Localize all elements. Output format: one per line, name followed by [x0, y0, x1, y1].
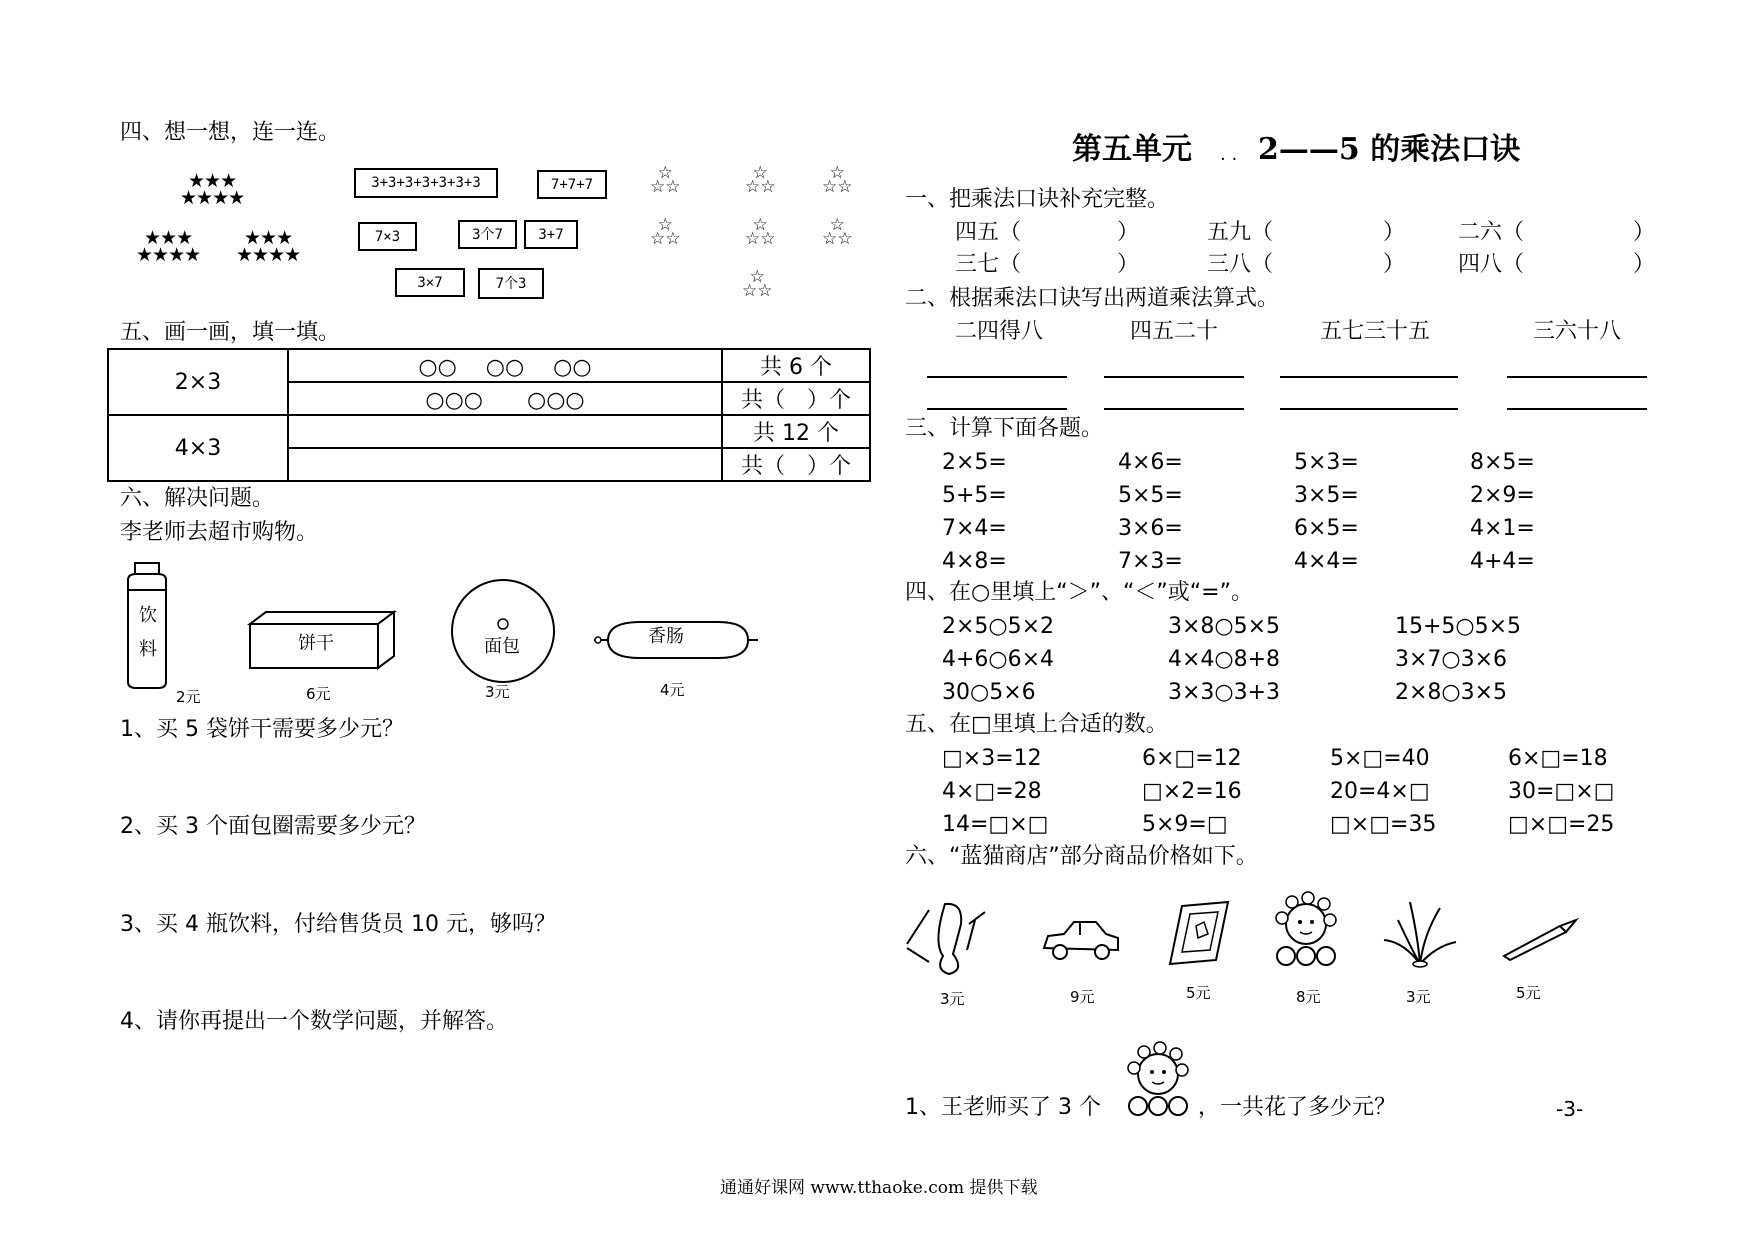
q4-item: 3×3○3+3: [1168, 680, 1281, 705]
section-6-intro: 李老师去超市购物。: [120, 520, 319, 545]
q3-item: 5×5=: [1118, 483, 1183, 508]
item-price-4: 8元: [1296, 988, 1321, 1006]
q3-item: 7×3=: [1118, 549, 1183, 574]
q1-item-5: 三八（: [1207, 252, 1274, 277]
q1-item-6-close[interactable]: ）: [1633, 252, 1656, 277]
question-2: 2、买 3 个面包圈需要多少元？: [120, 814, 426, 839]
q1-item-4-close[interactable]: ）: [1117, 252, 1140, 277]
q1-item-5-close[interactable]: ）: [1383, 252, 1406, 277]
row-2-draw-b[interactable]: [288, 448, 722, 481]
section-5-heading: 五、画一画，填一填。: [120, 320, 341, 345]
q3-item: 4×6=: [1118, 450, 1183, 475]
answer-line[interactable]: [1104, 376, 1244, 378]
star-group-1: ★★★ ★★★★: [180, 170, 245, 209]
plant-icon: [1380, 898, 1460, 968]
page-number: -3-: [1556, 1097, 1584, 1121]
answer-line[interactable]: [1280, 376, 1458, 378]
expr-box-4[interactable]: 3个7: [458, 220, 517, 249]
q3-item: 7×4=: [942, 516, 1007, 541]
q5-item: □×□=25: [1508, 812, 1615, 837]
item-price-6: 5元: [1516, 984, 1541, 1002]
item-price-3: 5元: [1186, 984, 1211, 1002]
star-group-2: ★★★ ★★★★: [136, 227, 201, 266]
pen-icon: [1500, 918, 1580, 960]
q3-item: 8×5=: [1470, 450, 1535, 475]
q2-item-3: 五七三十五: [1320, 319, 1431, 344]
q1-heading: 一、把乘法口诀补充完整。: [905, 187, 1170, 212]
question-4: 4、请你再提出一个数学问题，并解答。: [120, 1009, 508, 1034]
q5-item: 4×□=28: [942, 779, 1042, 804]
q1-item-1: 四五（: [955, 220, 1022, 245]
q2-item-1: 二四得八: [955, 319, 1044, 344]
q2-item-2: 四五二十: [1130, 319, 1219, 344]
outline-star-group-3: ☆ ☆☆: [822, 163, 853, 197]
sausage-label: 香肠: [648, 626, 684, 647]
star-group-3: ★★★ ★★★★: [236, 227, 301, 266]
q5-item: 14=□×□: [942, 812, 1049, 837]
q5-item: □×2=16: [1142, 779, 1242, 804]
doll-icon: [1122, 1040, 1198, 1120]
q4-heading: 四、在○里填上“＞”、“＜”或“=”。: [905, 580, 1254, 605]
outline-star-group-6: ☆ ☆☆: [822, 215, 853, 249]
sausage-price: 4元: [660, 681, 685, 699]
q3-item: 4×8=: [942, 549, 1007, 574]
q1-item-6: 四八（: [1458, 252, 1525, 277]
q6-question-part-a: 1、王老师买了 3 个: [905, 1095, 1101, 1120]
q1-item-3-close[interactable]: ）: [1633, 220, 1656, 245]
q4-item: 2×5○5×2: [942, 614, 1055, 639]
section-6-heading: 六、解决问题。: [120, 486, 275, 511]
drink-label-2: 料: [139, 639, 157, 660]
row-1-circles-a: ○○ ○○ ○○: [288, 349, 722, 382]
q5-item: □×□=35: [1330, 812, 1437, 837]
q1-item-4: 三七（: [955, 252, 1022, 277]
q1-item-2: 五九（: [1207, 220, 1274, 245]
question-1: 1、买 5 袋饼干需要多少元？: [120, 717, 404, 742]
doll-icon: [1270, 890, 1346, 970]
outline-star-group-2: ☆ ☆☆: [745, 163, 776, 197]
expr-box-2[interactable]: 7+7+7: [537, 170, 607, 199]
biscuit-price: 6元: [306, 685, 331, 703]
bread-ring-icon: [450, 578, 556, 684]
q3-item: 4+4=: [1470, 549, 1535, 574]
picture-book-icon: [1168, 900, 1232, 966]
q3-item: 6×5=: [1294, 516, 1359, 541]
q3-item: 5×3=: [1294, 450, 1359, 475]
drink-label-1: 饮: [139, 605, 157, 626]
unit-subtitle: 2——5 的乘法口诀: [1258, 132, 1521, 167]
outline-star-group-7: ☆ ☆☆: [742, 267, 773, 301]
q2-item-4: 三六十八: [1533, 319, 1622, 344]
answer-line[interactable]: [1280, 408, 1458, 410]
unit-title: 第五单元: [1072, 132, 1192, 167]
q3-item: 5+5=: [942, 483, 1007, 508]
outline-star-group-1: ☆ ☆☆: [650, 163, 681, 197]
q4-item: 3×7○3×6: [1395, 647, 1508, 672]
q5-item: 6×□=18: [1508, 746, 1608, 771]
answer-line[interactable]: [1104, 408, 1244, 410]
row-2-draw-a[interactable]: [288, 415, 722, 448]
q5-item: 30=□×□: [1508, 779, 1615, 804]
item-price-5: 3元: [1406, 988, 1431, 1006]
badminton-racket-icon: [905, 900, 995, 980]
q4-item: 3×8○5×5: [1168, 614, 1281, 639]
bread-label: 面包: [484, 636, 520, 657]
biscuit-label: 饼干: [298, 633, 334, 654]
outline-star-group-5: ☆ ☆☆: [745, 215, 776, 249]
draw-fill-table: [107, 348, 871, 482]
q3-heading: 三、计算下面各题。: [905, 416, 1104, 441]
section-4-heading: 四、想一想，连一连。: [120, 120, 341, 145]
row-2-total-b[interactable]: 共（ ）个: [722, 448, 870, 481]
q1-item-1-close[interactable]: ）: [1117, 220, 1140, 245]
q4-item: 30○5×6: [942, 680, 1036, 705]
title-dots: . .: [1220, 144, 1238, 165]
bread-price: 3元: [485, 683, 510, 701]
q5-item: 5×□=40: [1330, 746, 1430, 771]
expr-box-7[interactable]: 7个3: [478, 268, 544, 299]
drink-price: 2元: [176, 688, 201, 706]
q4-item: 4+6○6×4: [942, 647, 1055, 672]
row-1-total-b[interactable]: 共（ ）个: [722, 382, 870, 415]
q4-item: 15+5○5×5: [1395, 614, 1522, 639]
q1-item-2-close[interactable]: ）: [1383, 220, 1406, 245]
q3-item: 3×5=: [1294, 483, 1359, 508]
answer-line[interactable]: [927, 376, 1067, 378]
q5-heading: 五、在□里填上合适的数。: [905, 712, 1168, 737]
q3-item: 2×9=: [1470, 483, 1535, 508]
toy-car-icon: [1040, 918, 1122, 962]
q5-item: 5×9=□: [1142, 812, 1228, 837]
row-1-total-a: 共 6 个: [722, 349, 870, 382]
q5-item: □×3=12: [942, 746, 1042, 771]
outline-star-group-4: ☆ ☆☆: [650, 215, 681, 249]
q6-question-part-b: ，一共花了多少元？: [1198, 1095, 1397, 1120]
q2-heading: 二、根据乘法口诀写出两道乘法算式。: [905, 286, 1280, 311]
q5-item: 20=4×□: [1330, 779, 1430, 804]
expr-box-1[interactable]: 3+3+3+3+3+3+3: [354, 168, 498, 198]
row-1-label: 2×3: [108, 349, 288, 415]
q4-item: 2×8○3×5: [1395, 680, 1508, 705]
expr-box-5[interactable]: 3+7: [524, 220, 578, 249]
question-3: 3、买 4 瓶饮料，付给售货员 10 元，够吗？: [120, 912, 556, 937]
item-price-1: 3元: [940, 990, 965, 1008]
row-1-circles-b: ○○○ ○○○: [288, 382, 722, 415]
answer-line[interactable]: [1507, 376, 1647, 378]
expr-box-3[interactable]: 7×3: [358, 222, 417, 251]
q3-item: 4×1=: [1470, 516, 1535, 541]
answer-line[interactable]: [1507, 408, 1647, 410]
footer-credit: 通通好课网 www.tthaoke.com 提供下载: [720, 1178, 1038, 1198]
row-2-label: 4×3: [108, 415, 288, 481]
item-price-2: 9元: [1070, 988, 1095, 1006]
q1-item-3: 二六（: [1458, 220, 1525, 245]
q3-item: 3×6=: [1118, 516, 1183, 541]
q6-heading: 六、“蓝猫商店”部分商品价格如下。: [905, 844, 1258, 869]
row-2-total-a: 共 12 个: [722, 415, 870, 448]
q3-item: 2×5=: [942, 450, 1007, 475]
answer-line[interactable]: [927, 408, 1067, 410]
q4-item: 4×4○8+8: [1168, 647, 1281, 672]
q3-item: 4×4=: [1294, 549, 1359, 574]
q5-item: 6×□=12: [1142, 746, 1242, 771]
expr-box-6[interactable]: 3×7: [395, 268, 465, 297]
